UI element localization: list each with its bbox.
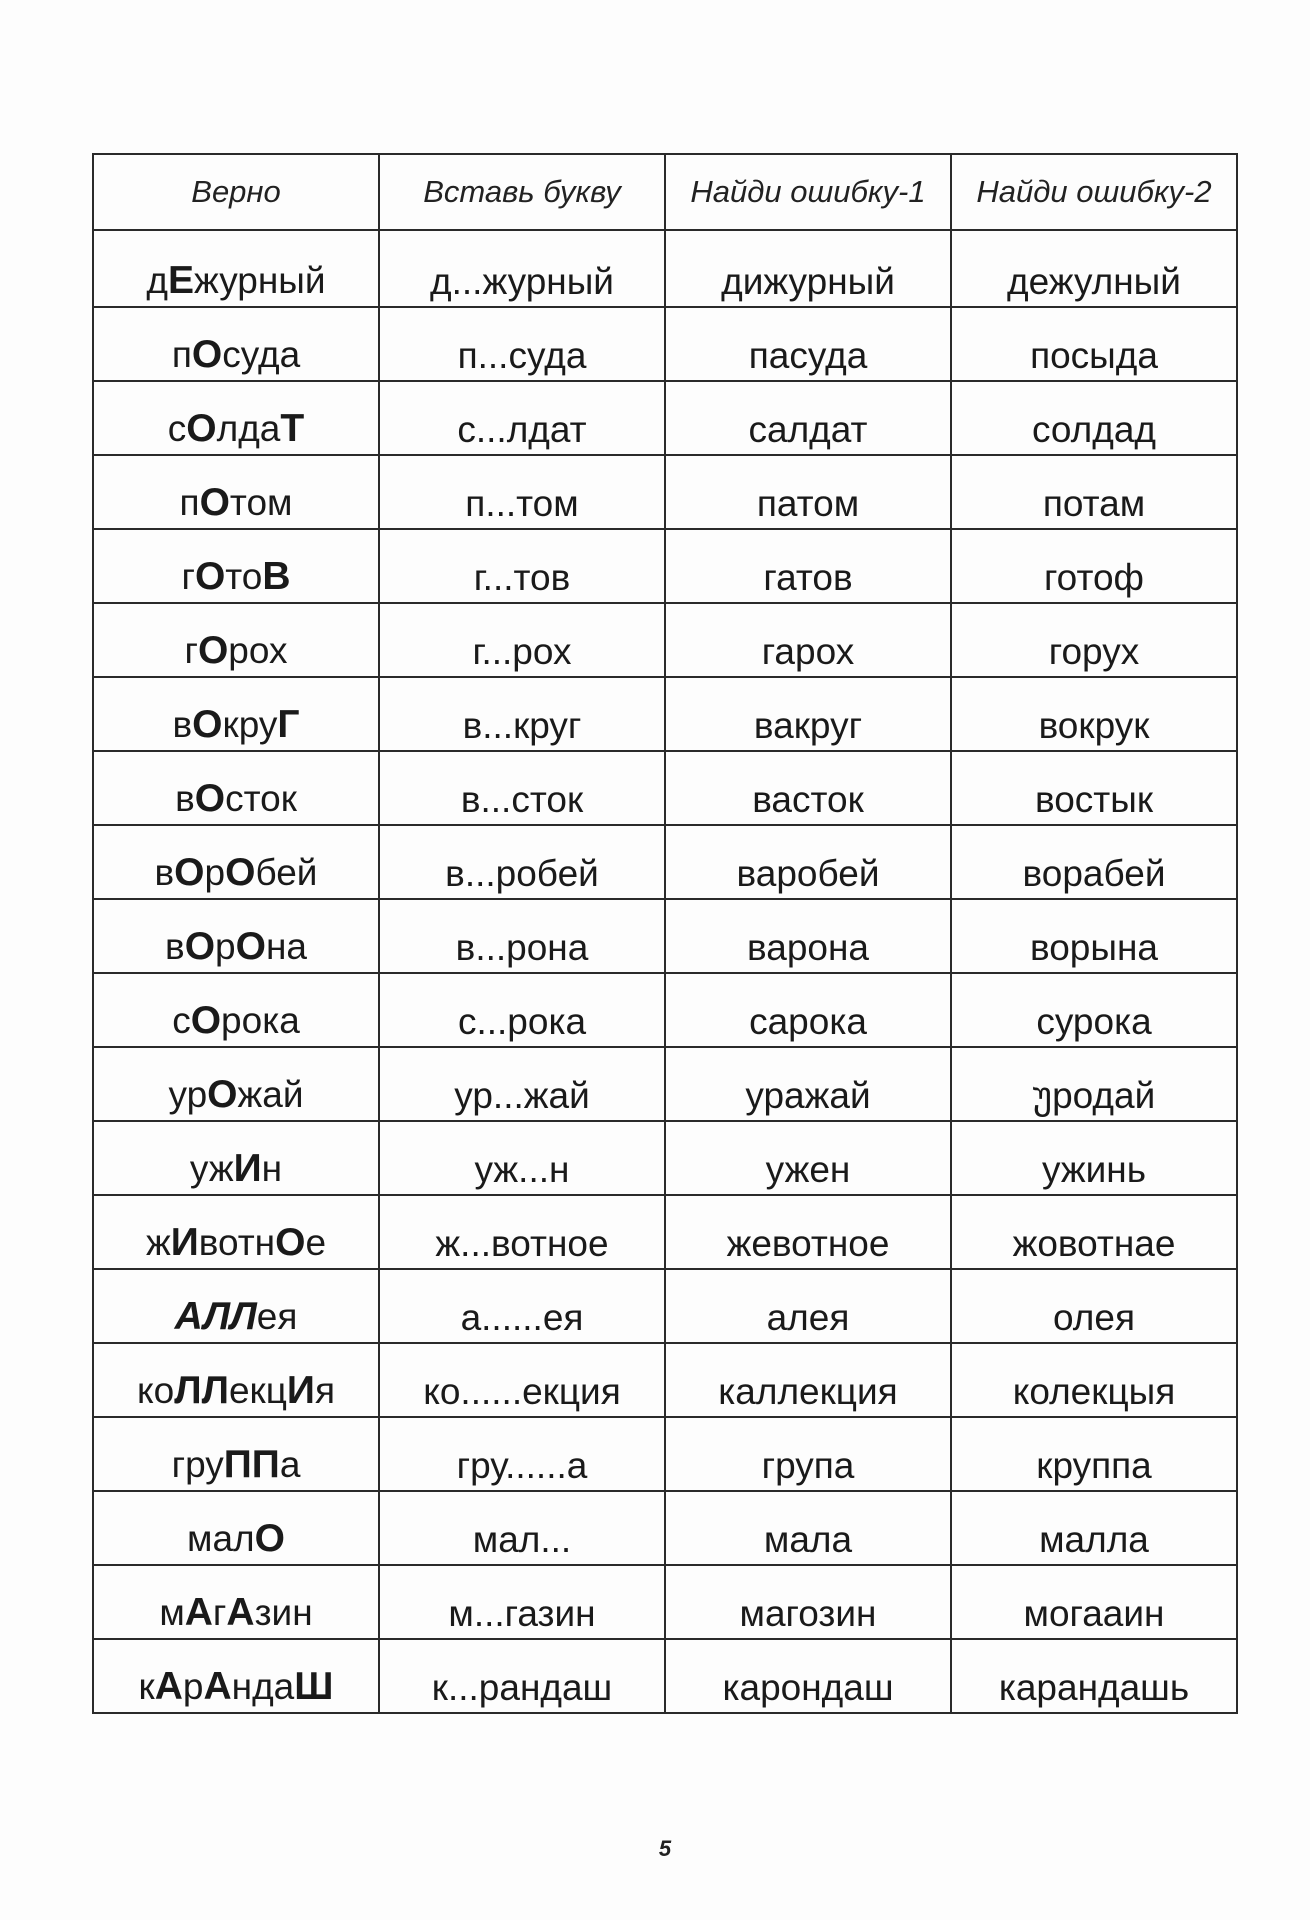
highlighted-letter: О bbox=[225, 851, 256, 894]
highlighted-letter: О bbox=[186, 407, 217, 450]
highlighted-letter: А bbox=[203, 1665, 232, 1708]
find-error-2-cell: посыда bbox=[951, 307, 1237, 381]
insert-letter-cell: с...лдат bbox=[379, 381, 665, 455]
highlighted-letter: Е bbox=[168, 259, 195, 302]
correct-word-cell bbox=[93, 1269, 379, 1343]
table-row bbox=[93, 1491, 1237, 1565]
find-error-1-cell: жевотное bbox=[665, 1195, 951, 1269]
highlighted-letter: О bbox=[174, 851, 205, 894]
find-error-2-cell: могааин bbox=[951, 1565, 1237, 1639]
highlighted-letter: О bbox=[192, 703, 223, 746]
table-row bbox=[93, 1565, 1237, 1639]
page-number: 5 bbox=[658, 1836, 672, 1861]
word-fragment: р bbox=[204, 852, 226, 893]
spelling-table bbox=[92, 153, 1238, 1714]
insert-letter-cell: п...суда bbox=[379, 307, 665, 381]
correct-word-cell bbox=[93, 1565, 379, 1639]
find-error-2-cell: дежулный bbox=[951, 230, 1237, 307]
correct-word-cell bbox=[93, 751, 379, 825]
find-error-2-cell: потам bbox=[951, 455, 1237, 529]
find-error-2-cell: востык bbox=[951, 751, 1237, 825]
header-find-error-2: Найди ошибку-2 bbox=[951, 154, 1237, 230]
word-fragment: г bbox=[184, 630, 198, 671]
highlighted-letter: Ш bbox=[294, 1665, 334, 1708]
highlighted-letter: О bbox=[254, 1517, 285, 1560]
correct-word-cell bbox=[93, 230, 379, 307]
correct-word-cell bbox=[93, 677, 379, 751]
find-error-1-cell: магозин bbox=[665, 1565, 951, 1639]
highlighted-letter: О bbox=[235, 925, 266, 968]
correct-word-cell bbox=[93, 529, 379, 603]
highlighted-letter: А bbox=[226, 1591, 255, 1634]
word-fragment: м bbox=[159, 1592, 185, 1633]
header-find-error-1: Найди ошибку-1 bbox=[665, 154, 951, 230]
find-error-1-cell: гатов bbox=[665, 529, 951, 603]
word-fragment: р bbox=[182, 1666, 204, 1707]
find-error-2-cell: ужинь bbox=[951, 1121, 1237, 1195]
highlighted-letter: ПП bbox=[223, 1443, 280, 1486]
highlighted-letter: О bbox=[194, 555, 226, 598]
word-fragment: зин bbox=[254, 1592, 313, 1633]
word-fragment: нда bbox=[231, 1666, 295, 1707]
highlighted-letter: О bbox=[275, 1221, 306, 1264]
table-row bbox=[93, 973, 1237, 1047]
correct-word-cell bbox=[93, 1417, 379, 1491]
highlighted-letter: О bbox=[184, 925, 216, 968]
word-fragment: с bbox=[167, 408, 187, 449]
correct-word-cell bbox=[93, 1491, 379, 1565]
word-fragment: на bbox=[265, 926, 307, 967]
highlighted-letter: В bbox=[262, 555, 291, 598]
header-insert-letter: Вставь букву bbox=[379, 154, 665, 230]
insert-letter-cell: ур...жай bbox=[379, 1047, 665, 1121]
insert-letter-cell: п...том bbox=[379, 455, 665, 529]
insert-letter-cell: а......ея bbox=[379, 1269, 665, 1343]
word-fragment: лда bbox=[216, 408, 281, 449]
word-fragment: ея bbox=[256, 1296, 298, 1337]
find-error-2-cell: ворабей bbox=[951, 825, 1237, 899]
header-correct: Верно bbox=[93, 154, 379, 230]
word-fragment: в bbox=[165, 926, 185, 967]
find-error-2-cell: круппа bbox=[951, 1417, 1237, 1491]
word-fragment: жай bbox=[237, 1074, 304, 1115]
word-fragment: п bbox=[171, 334, 192, 375]
insert-letter-cell: ж...вотное bbox=[379, 1195, 665, 1269]
table-row bbox=[93, 751, 1237, 825]
word-fragment: гру bbox=[171, 1444, 224, 1485]
find-error-1-cell: вакруг bbox=[665, 677, 951, 751]
highlighted-letter: А bbox=[184, 1591, 213, 1634]
word-fragment: рох bbox=[228, 630, 288, 671]
word-fragment: бей bbox=[255, 852, 318, 893]
highlighted-letter: О bbox=[194, 777, 226, 820]
highlighted-letter: И bbox=[286, 1369, 315, 1412]
table-row bbox=[93, 899, 1237, 973]
table-body bbox=[93, 230, 1237, 1713]
word-fragment: то bbox=[225, 556, 263, 597]
insert-letter-cell: к...рандаш bbox=[379, 1639, 665, 1713]
find-error-1-cell: гарох bbox=[665, 603, 951, 677]
table-row bbox=[93, 230, 1237, 307]
word-fragment: г bbox=[181, 556, 195, 597]
insert-letter-cell: гру......а bbox=[379, 1417, 665, 1491]
insert-letter-cell: с...рока bbox=[379, 973, 665, 1047]
word-fragment: в bbox=[172, 704, 193, 745]
word-fragment: ур bbox=[168, 1074, 208, 1115]
word-fragment: екц bbox=[228, 1370, 287, 1411]
insert-letter-cell: мал... bbox=[379, 1491, 665, 1565]
correct-word-cell bbox=[93, 825, 379, 899]
word-fragment: суда bbox=[222, 334, 301, 375]
find-error-1-cell: група bbox=[665, 1417, 951, 1491]
find-error-1-cell: дижурный bbox=[665, 230, 951, 307]
correct-word-cell bbox=[93, 307, 379, 381]
word-fragment: с bbox=[172, 1000, 191, 1041]
header-row bbox=[93, 154, 1237, 230]
insert-letter-cell: в...круг bbox=[379, 677, 665, 751]
word-fragment: журный bbox=[194, 260, 326, 301]
highlighted-letter: АЛЛ bbox=[174, 1295, 257, 1338]
word-fragment: в bbox=[175, 778, 195, 819]
table-row bbox=[93, 1121, 1237, 1195]
word-fragment: том bbox=[229, 482, 293, 523]
correct-word-cell bbox=[93, 603, 379, 677]
correct-word-cell bbox=[93, 1343, 379, 1417]
table-row bbox=[93, 603, 1237, 677]
insert-letter-cell: уж...н bbox=[379, 1121, 665, 1195]
find-error-2-cell: ворына bbox=[951, 899, 1237, 973]
table-row bbox=[93, 529, 1237, 603]
find-error-2-cell: вокрук bbox=[951, 677, 1237, 751]
find-error-1-cell: патом bbox=[665, 455, 951, 529]
word-fragment: кру bbox=[222, 704, 278, 745]
insert-letter-cell: в...робей bbox=[379, 825, 665, 899]
find-error-1-cell: варобей bbox=[665, 825, 951, 899]
correct-word-cell bbox=[93, 381, 379, 455]
find-error-2-cell: უродай bbox=[951, 1047, 1237, 1121]
find-error-1-cell: сарока bbox=[665, 973, 951, 1047]
find-error-1-cell: салдат bbox=[665, 381, 951, 455]
find-error-1-cell: варона bbox=[665, 899, 951, 973]
find-error-2-cell: колекцыя bbox=[951, 1343, 1237, 1417]
table-row bbox=[93, 1269, 1237, 1343]
table-row bbox=[93, 825, 1237, 899]
find-error-2-cell: солдад bbox=[951, 381, 1237, 455]
correct-word-cell bbox=[93, 1195, 379, 1269]
find-error-1-cell: васток bbox=[665, 751, 951, 825]
find-error-1-cell: ужен bbox=[665, 1121, 951, 1195]
find-error-2-cell: олея bbox=[951, 1269, 1237, 1343]
highlighted-letter: О bbox=[191, 333, 223, 376]
word-fragment: ко bbox=[137, 1370, 175, 1411]
find-error-2-cell: жовотнае bbox=[951, 1195, 1237, 1269]
table-row bbox=[93, 455, 1237, 529]
find-error-2-cell: карандашь bbox=[951, 1639, 1237, 1713]
table-row bbox=[93, 1343, 1237, 1417]
insert-letter-cell: в...рона bbox=[379, 899, 665, 973]
table-row bbox=[93, 1047, 1237, 1121]
insert-letter-cell: г...рох bbox=[379, 603, 665, 677]
word-fragment: рока bbox=[221, 1000, 300, 1041]
highlighted-letter: О bbox=[199, 481, 230, 524]
find-error-2-cell: малла bbox=[951, 1491, 1237, 1565]
table-row bbox=[93, 677, 1237, 751]
highlighted-letter: И bbox=[170, 1221, 199, 1264]
highlighted-letter: Т bbox=[280, 407, 305, 450]
word-fragment: к bbox=[138, 1666, 155, 1707]
table-row bbox=[93, 1417, 1237, 1491]
find-error-1-cell: алея bbox=[665, 1269, 951, 1343]
highlighted-letter: О bbox=[190, 999, 222, 1042]
word-fragment: н bbox=[261, 1148, 283, 1189]
highlighted-letter: О bbox=[207, 1073, 238, 1116]
word-fragment: г bbox=[212, 1592, 227, 1633]
word-fragment: вотн bbox=[198, 1222, 276, 1263]
table-row bbox=[93, 381, 1237, 455]
highlighted-letter: И bbox=[233, 1147, 262, 1190]
table-row bbox=[93, 307, 1237, 381]
find-error-1-cell: уражай bbox=[665, 1047, 951, 1121]
word-fragment: я bbox=[314, 1370, 335, 1411]
correct-word-cell bbox=[93, 1047, 379, 1121]
word-fragment: мал bbox=[187, 1518, 255, 1559]
word-fragment: а bbox=[279, 1444, 301, 1485]
highlighted-letter: Г bbox=[277, 703, 300, 746]
correct-word-cell bbox=[93, 899, 379, 973]
find-error-1-cell: карондаш bbox=[665, 1639, 951, 1713]
find-error-1-cell: мала bbox=[665, 1491, 951, 1565]
word-fragment: ж bbox=[145, 1222, 171, 1263]
insert-letter-cell: м...газин bbox=[379, 1565, 665, 1639]
find-error-1-cell: каллекция bbox=[665, 1343, 951, 1417]
highlighted-letter: О bbox=[197, 629, 229, 672]
find-error-2-cell: сурока bbox=[951, 973, 1237, 1047]
word-fragment: сток bbox=[225, 778, 297, 819]
correct-word-cell bbox=[93, 455, 379, 529]
correct-word-cell bbox=[93, 1639, 379, 1713]
insert-letter-cell: д...журный bbox=[379, 230, 665, 307]
correct-word-cell bbox=[93, 973, 379, 1047]
find-error-2-cell: горух bbox=[951, 603, 1237, 677]
word-fragment: д bbox=[146, 260, 169, 301]
insert-letter-cell: г...тов bbox=[379, 529, 665, 603]
highlighted-letter: ЛЛ bbox=[174, 1369, 229, 1412]
word-fragment: п bbox=[179, 482, 200, 523]
find-error-1-cell: пасуда bbox=[665, 307, 951, 381]
correct-word-cell bbox=[93, 1121, 379, 1195]
word-fragment: уж bbox=[189, 1148, 234, 1189]
table-row bbox=[93, 1639, 1237, 1713]
insert-letter-cell: в...сток bbox=[379, 751, 665, 825]
word-fragment: р bbox=[215, 926, 236, 967]
insert-letter-cell: ко......екция bbox=[379, 1343, 665, 1417]
highlighted-letter: А bbox=[154, 1665, 183, 1708]
find-error-2-cell: готоф bbox=[951, 529, 1237, 603]
word-fragment: в bbox=[154, 852, 175, 893]
table-row bbox=[93, 1195, 1237, 1269]
word-fragment: е bbox=[305, 1222, 327, 1263]
